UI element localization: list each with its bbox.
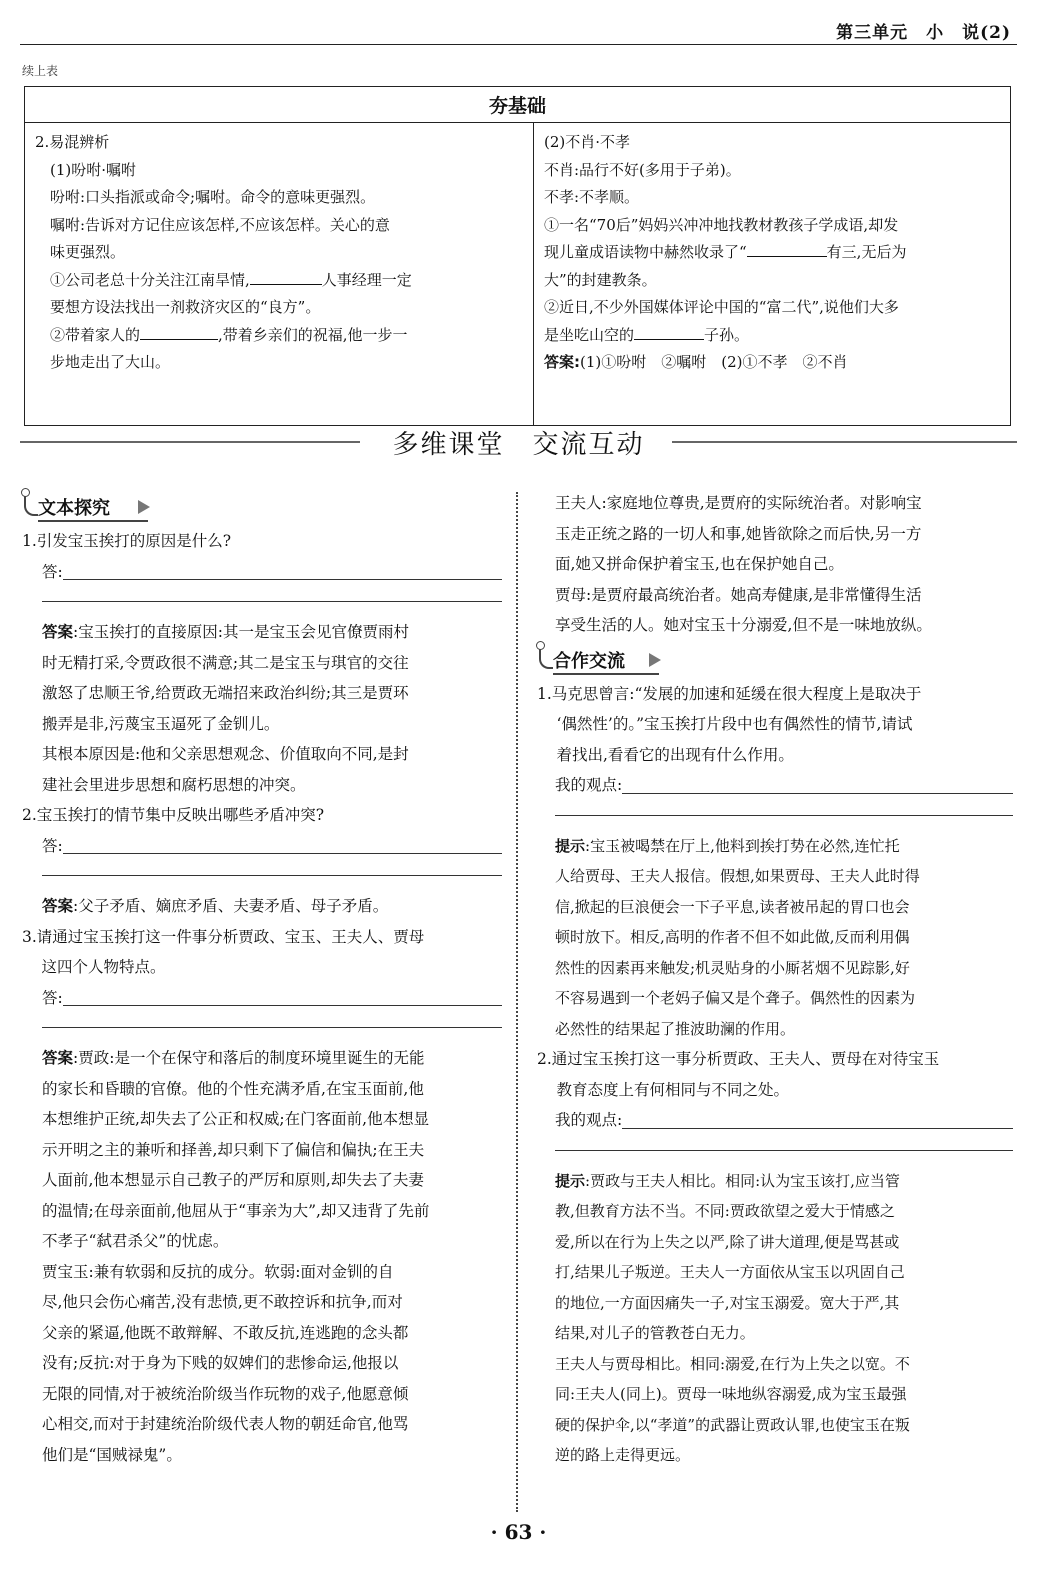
section-dot-icon — [21, 488, 30, 497]
question-3-cont: 这四个人物特点。 — [26, 958, 166, 976]
question-2: 2.宝玉挨打的情节集中反映出哪些矛盾冲突? — [22, 806, 325, 824]
answer-text: 激怒了忠顺王爷,给贾政无端招来政治纠纷;其三是贾环 — [42, 684, 409, 702]
text-fragment: 有三,无后为 — [826, 243, 907, 261]
answer-text: 心相交,而对于封建统治阶级代表人物的朝廷命官,他骂 — [42, 1415, 409, 1433]
answer-space — [22, 587, 502, 617]
question-1: 1.马克思曾言:“发展的加速和延缓在很大程度上是取决于 — [537, 684, 922, 703]
banner-title-wrap — [20, 424, 1017, 461]
answer-line[interactable] — [63, 557, 502, 581]
answer-line[interactable] — [63, 831, 502, 855]
section-cooperate — [537, 641, 1013, 679]
hint-label: 提示 — [555, 1171, 586, 1190]
basics-table — [24, 86, 1011, 426]
answer-text: 建社会里进步思想和腐朽思想的冲突。 — [42, 775, 306, 794]
answer-text: 没有;反抗:对于身为下贱的奴婢们的悲惨命运,他报以 — [42, 1354, 399, 1372]
view-field-1 — [537, 770, 1013, 801]
text-line: ①一名“70后”妈妈兴冲冲地找教材教孩子学成语,却发 — [544, 215, 899, 234]
hint-text: 的地位,一方面因痛失一子,对宝玉溺爱。宽大于严,其 — [555, 1293, 900, 1312]
answer-text: 无限的同情,对于被统治阶级当作玩物的戏子,他愿意倾 — [42, 1384, 409, 1403]
answer-line[interactable] — [42, 587, 502, 602]
text-line — [544, 322, 1000, 350]
question-1-cont: ‘偶然性’的。”宝玉挨打片段中也有偶然性的情节,请试 — [541, 715, 913, 733]
text-line — [544, 239, 1000, 267]
view-prefix: 我的观点: — [555, 1111, 623, 1129]
text-line: ②近日,不少外国媒体评论中国的“富二代”,说他们大多 — [544, 298, 899, 316]
text-line: 吩咐:口头指派或命令;嘱咐。命令的意味更强烈。 — [35, 188, 376, 206]
answer-prefix: 答: — [42, 988, 63, 1007]
hint-text: 王夫人与贾母相比。相同:溺爱,在行为上失之以宽。不 — [555, 1354, 910, 1373]
text-fragment: ②带着家人的 — [35, 325, 141, 344]
text-fragment: 现儿童成语读物中赫然收录了“ — [544, 243, 747, 261]
triangle-arrow-icon — [649, 653, 661, 667]
hint-text: :宝玉被喝禁在厅上,他料到挨打势在必然,连忙托 — [585, 836, 900, 855]
hint-text: 信,掀起的巨浪便会一下子平息,读者被吊起的胃口也会 — [555, 897, 910, 916]
hint-label: 提示 — [555, 836, 586, 855]
section-underline — [553, 673, 659, 675]
answer-prefix: 答: — [42, 836, 63, 855]
hint-text: 打,结果儿子叛逆。王夫人一方面依从宝玉以巩固自己 — [555, 1263, 905, 1281]
analysis-text: 享受生活的人。她对宝玉十分溺爱,但不是一味地放纵。 — [555, 616, 932, 634]
section-banner — [20, 422, 1017, 462]
text-fragment: ①公司老总十分关注江南旱情, — [35, 270, 250, 289]
section-title: 文本探究 — [38, 498, 110, 519]
answer-space — [22, 1013, 502, 1043]
text-line: 大”的封建教条。 — [544, 270, 657, 289]
answer-text: 人面前,他本想显示自己教子的严厉和原则,却失去了夫妻 — [42, 1171, 424, 1189]
answer-line[interactable] — [42, 1013, 502, 1028]
header-rule — [20, 44, 1017, 45]
question-1-cont: 着找出,看看它的出现有什么作用。 — [541, 745, 794, 764]
section-title: 合作交流 — [553, 650, 625, 672]
view-line[interactable] — [622, 770, 1013, 794]
text-line: 要想方设法找出一剂救济灾区的“良方”。 — [35, 298, 321, 316]
answer-line — [544, 349, 1000, 377]
fill-blank[interactable] — [634, 325, 704, 340]
hint-text: 不容易遇到一个老妈子偏又是个聋子。偶然性的因素为 — [555, 989, 916, 1007]
hint-text: 爱,所以在行为上失之以严,除了讲大道理,便是骂甚或 — [555, 1232, 900, 1251]
fill-blank[interactable] — [747, 242, 827, 257]
hint-text: 然性的因素再来触发;机灵贴身的小厮茗烟不见踪影,好 — [555, 958, 910, 977]
table-right-cell — [534, 123, 1011, 426]
question-3: 3.请通过宝玉挨打这一件事分析贾政、宝玉、王夫人、贾母 — [22, 927, 425, 946]
view-field-2 — [537, 1105, 1013, 1136]
answer-space — [22, 861, 502, 891]
answer-text: :父子矛盾、嫡庶矛盾、夫妻矛盾、母子矛盾。 — [73, 897, 389, 915]
text-fragment: 人事经理一定 — [321, 270, 412, 289]
hint-text: 必然性的结果起了推波助澜的作用。 — [555, 1019, 796, 1038]
view-space — [537, 801, 1013, 831]
view-prefix: 我的观点: — [555, 776, 623, 794]
text-line: 不肖:品行不好(多用于子弟)。 — [544, 160, 741, 179]
text-line: (2)不肖·不孝 — [544, 133, 631, 151]
hint-text: :贾政与王夫人相比。相同:认为宝玉该打,应当管 — [585, 1171, 900, 1190]
answer-label: 答案 — [42, 623, 74, 641]
text-fragment: 是坐吃山空的 — [544, 325, 635, 344]
view-space — [537, 1136, 1013, 1166]
view-line[interactable] — [555, 801, 1013, 816]
text-line — [35, 322, 523, 350]
answer-field-3 — [22, 983, 502, 1014]
view-line[interactable] — [555, 1136, 1013, 1151]
left-column — [22, 488, 502, 1470]
analysis-text: 贾母:是贾府最高统治者。她高寿健康,是非常懂得生活 — [555, 585, 922, 604]
unit-header: 第三单元 小 说(2) — [836, 23, 1011, 43]
hint-text: 人给贾母、王夫人报信。假想,如果贾母、王夫人此时得 — [555, 867, 920, 885]
hint-text: 硬的保护伞,以“孝道”的武器让贾政认罪,也使宝玉在叛 — [555, 1415, 910, 1434]
answer-text: 的温情;在母亲面前,他屈从于“事亲为大”,却又违背了先前 — [42, 1201, 430, 1220]
answer-text: 时无精打采,令贾政很不满意;其二是宝玉与琪官的交往 — [42, 653, 409, 672]
hint-text: 顿时放下。相反,高明的作者不但不如此做,反而利用偶 — [555, 928, 910, 946]
answer-text: :贾政:是一个在保守和落后的制度环境里诞生的无能 — [73, 1049, 425, 1067]
answer-text: 搬弄是非,污蔑宝玉逼死了金钏儿。 — [42, 714, 280, 733]
answer-text: :宝玉挨打的直接原因:其一是宝玉会见官僚贾雨村 — [73, 623, 409, 641]
continued-note: 续上表 — [22, 64, 59, 78]
answer-field-1 — [22, 557, 502, 588]
hint-text: 教,但教育方法不当。不同:贾政欲望之爱大于情感之 — [555, 1202, 895, 1220]
section-text-explore — [22, 488, 502, 526]
answer-text: 的家长和昏聩的官僚。他的个性充满矛盾,在宝玉面前,他 — [42, 1079, 424, 1098]
answer-label: 答案: — [544, 353, 580, 371]
text-fragment: ,带着乡亲们的祝福,他一步一 — [218, 325, 408, 344]
question-2: 2.通过宝玉挨打这一事分析贾政、王夫人、贾母在对待宝玉 — [537, 1050, 940, 1068]
page-number: · 63 · — [490, 1520, 547, 1544]
text-line: 步地走出了大山。 — [35, 353, 171, 371]
answer-text: 本想维护正统,却失去了公正和权威;在门客面前,他本想显 — [42, 1110, 430, 1128]
text-line: 嘱咐:告诉对方记住应该怎样,不应该怎样。关心的意 — [35, 215, 390, 234]
question-1: 1.引发宝玉挨打的原因是什么? — [22, 532, 232, 550]
answer-text: 不孝子“弑君杀父”的忧虑。 — [42, 1232, 229, 1250]
fill-blank[interactable] — [250, 270, 322, 285]
answer-label: 答案 — [42, 897, 74, 915]
text-line: (1)吩咐·嘱咐 — [35, 160, 137, 179]
hint-text: 结果,对儿子的管教苍白无力。 — [555, 1324, 755, 1342]
triangle-arrow-icon — [138, 500, 150, 514]
text-line — [35, 267, 523, 295]
answer-text: 示开明之主的兼听和择善,却只剩下了偏信和偏执;在王夫 — [42, 1140, 425, 1159]
question-2-cont: 教育态度上有何相同与不同之处。 — [541, 1080, 790, 1099]
answer-text: 其根本原因是:他和父亲思想观念、价值取向不同,是封 — [42, 745, 409, 763]
answer-label: 答案 — [42, 1049, 74, 1067]
hint-text: 逆的路上走得更远。 — [555, 1446, 691, 1464]
fill-blank[interactable] — [140, 325, 218, 340]
analysis-text: 玉走正统之路的一切人和事,她皆欲除之而后快,另一方 — [555, 524, 922, 543]
text-line: 不孝:不孝顺。 — [544, 188, 640, 206]
text-line: 2.易混辨析 — [35, 133, 110, 151]
answer-text: (1)①吩咐 ②嘱咐 (2)①不孝 ②不肖 — [580, 353, 848, 371]
answer-text: 父亲的紧逼,他既不敢辩解、不敢反抗,连逃跑的念头都 — [42, 1323, 409, 1342]
answer-field-2 — [22, 831, 502, 862]
text-line: 味更强烈。 — [35, 243, 126, 261]
answer-prefix: 答: — [42, 562, 63, 581]
answer-text: 尽,他只会伤心痛苦,没有悲愤,更不敢控诉和抗争,而对 — [42, 1293, 403, 1311]
answer-line[interactable] — [42, 861, 502, 876]
section-underline — [38, 520, 148, 522]
table-left-cell — [25, 123, 534, 426]
answer-line[interactable] — [63, 983, 502, 1007]
analysis-text: 面,她又拼命保护着宝玉,也在保护她自己。 — [555, 555, 844, 573]
right-column — [537, 488, 1013, 1471]
hint-text: 同:王夫人(同上)。贾母一味地纵容溺爱,成为宝玉最强 — [555, 1385, 907, 1403]
analysis-text: 王夫人:家庭地位尊贵,是贾府的实际统治者。对影响宝 — [555, 494, 922, 512]
banner-title: 多维课堂 交流互动 — [386, 430, 650, 460]
section-dot-icon — [536, 641, 545, 650]
answer-text: 他们是“国贼禄鬼”。 — [42, 1445, 182, 1464]
view-line[interactable] — [622, 1105, 1013, 1129]
answer-text: 贾宝玉:兼有软弱和反抗的成分。软弱:面对金钏的自 — [42, 1262, 394, 1281]
text-fragment: 子孙。 — [704, 325, 750, 344]
column-divider — [516, 492, 518, 1512]
table-title: 夯基础 — [25, 87, 1011, 123]
